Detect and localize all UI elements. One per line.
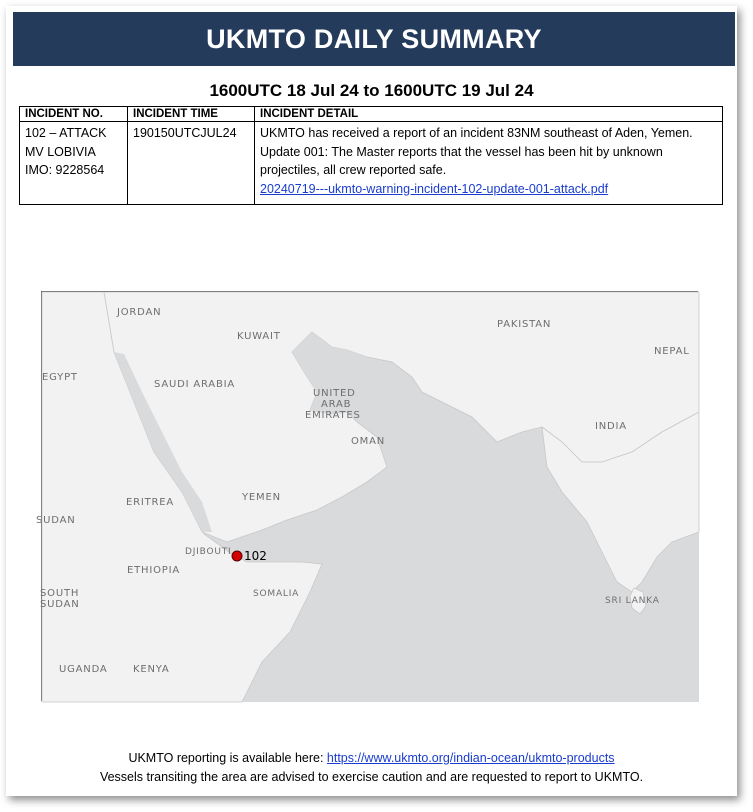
ukmto-products-link[interactable]: https://www.ukmto.org/indian-ocean/ukmto-products [326,751,615,765]
detail-summary: UKMTO has received a report of an incident 83NM southeast of Aden, Yemen. [260,126,693,140]
map-label-uganda: UGANDA [59,664,108,675]
footer-reporting-text: UKMTO reporting is available here: [128,751,327,765]
page-title-banner [13,12,735,66]
incident-no-cell [20,122,128,205]
map-label-yemen: YEMEN [242,492,281,503]
map-label-uae-2: ARAB [321,399,352,410]
map-label-sri-lanka: SRI LANKA [605,596,660,606]
map-label-saudi-arabia: SAUDI ARABIA [154,379,235,390]
summary-page [6,6,737,796]
header-incident-no: INCIDENT NO. [20,107,128,122]
page-title: UKMTO DAILY SUMMARY [206,24,542,54]
header-incident-time: INCIDENT TIME [128,107,255,122]
vessel-name: MV LOBIVIA [25,144,96,159]
map-label-india: INDIA [595,421,627,432]
warning-pdf-link[interactable]: 20240719---ukmto-warning-incident-102-update-001-attack.pdf [260,181,609,196]
table-row [20,122,723,205]
map-label-nepal: NEPAL [654,346,690,357]
map-label-sudan: SUDAN [36,515,76,526]
map-label-pakistan: PAKISTAN [497,319,552,330]
map-label-eritrea: ERITREA [126,497,175,508]
incident-marker[interactable] [232,551,242,561]
detail-update: Update 001: The Master reports that the vessel has been hit by unknown projectiles, all crew reported safe. [260,144,663,177]
map-label-jordan: JORDAN [117,307,162,318]
incident-map[interactable] [36,291,698,701]
map-label-kenya: KENYA [133,664,170,675]
map-label-djibouti: DJIBOUTI [185,547,232,557]
incident-number: 102 – ATTACK [25,126,107,140]
footer-advisory: Vessels transiting the area are advised to exercise caution and are requested to report to UKMTO. [99,770,644,784]
map-label-oman: OMAN [351,436,386,447]
map-label-somalia: SOMALIA [253,589,300,599]
map-canvas [36,292,699,702]
vessel-imo: IMO: 9228564 [25,163,105,177]
map-label-uae-1: UNITED [313,388,356,399]
map-label-kuwait: KUWAIT [237,331,281,342]
incident-marker-label: 102 [244,549,267,563]
header-incident-detail: INCIDENT DETAIL [255,107,723,122]
map-label-uae-3: EMIRATES [305,410,361,421]
footer-reporting-line [6,751,737,765]
incident-table [19,106,723,205]
map-label-south-sudan-1: SOUTH [40,588,80,599]
incident-detail-cell [255,122,723,205]
incident-time-cell: 190150UTCJUL24 [128,122,255,205]
map-label-egypt: EGYPT [42,372,78,383]
reporting-period: 1600UTC 18 Jul 24 to 1600UTC 19 Jul 24 [209,81,534,100]
map-label-ethiopia: ETHIOPIA [127,565,180,576]
table-header-row [20,107,723,122]
map-label-south-sudan-2: SUDAN [40,599,80,610]
